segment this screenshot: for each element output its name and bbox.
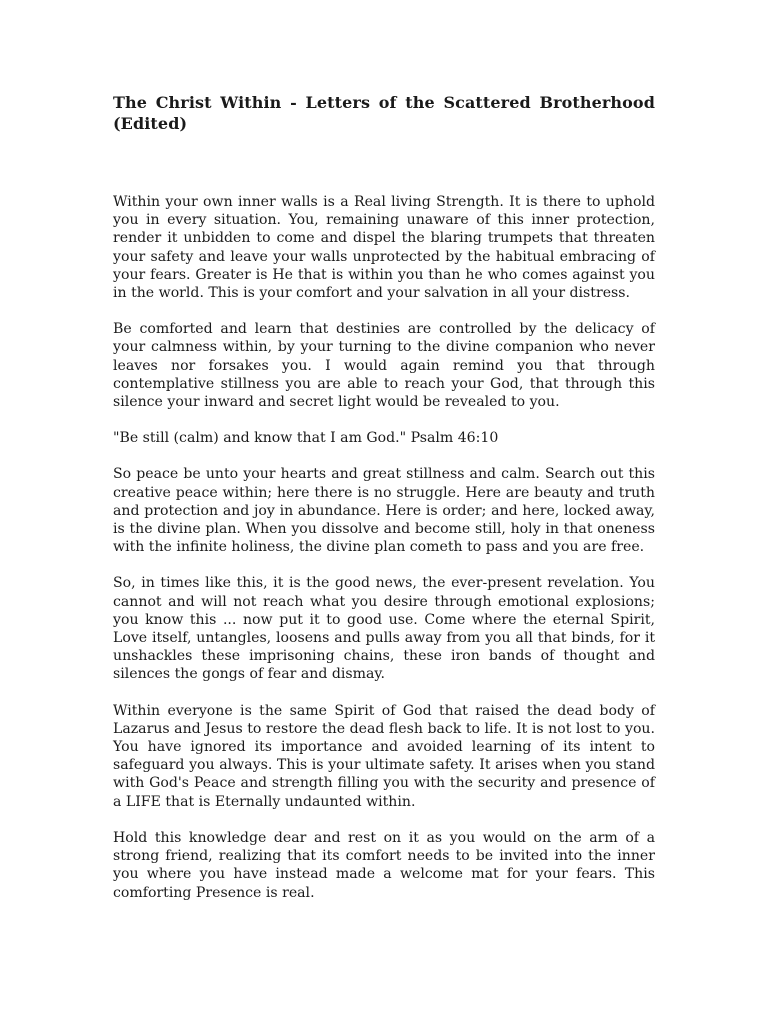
paragraph-5: So, in times like this, it is the good news, the ever-present revelation. You cannot and will not reach what you desire through emotional explosions; you know this ... now put it to good use. Come where the eternal Spirit, Love itself, untangles, loosens and pulls away from you all that binds, for it unshackles these imprisoning chains, these iron bands of thought and silences the gongs of fear and dismay. <box>113 575 655 683</box>
paragraph-4: So peace be unto your hearts and great stillness and calm. Search out this creative peace within; here there is no struggle. Here are beauty and truth and protection and joy in abundance. Here is order; and here, locked away, is the divine plan. When you dissolve and become still, holy in that oneness with the infinite holiness, the divine plan cometh to pass and you are free. <box>113 466 655 556</box>
paragraph-7: Hold this knowledge dear and rest on it as you would on the arm of a strong friend, realizing that its comfort needs to be invited into the inner you where you have instead made a welcome mat for your fears. This comforting Presence is real. <box>113 829 655 901</box>
paragraph-6: Within everyone is the same Spirit of God that raised the dead body of Lazarus and Jesus to restore the dead flesh back to life. It is not lost to you. You have ignored its importance and avoided learning of its intent to safeguard you always. This is your ultimate safety. It arises when you stand with God's Peace and strength filling you with the security and presence of a LIFE that is Eternally undaunted within. <box>113 702 655 810</box>
document-page <box>113 92 655 920</box>
document-title: The Christ Within - Letters of the Scattered Brotherhood (Edited) <box>113 93 655 133</box>
scripture-quote: "Be still (calm) and know that I am God." Psalm 46:10 <box>113 430 499 447</box>
paragraph-2: Be comforted and learn that destinies are controlled by the delicacy of your calmness within, by your turning to the divine companion who never leaves nor forsakes you. I would again remind you that through contemplative stillness you are able to reach your God, that through this silence your inward and secret light would be revealed to you. <box>113 321 655 411</box>
paragraph-1: Within your own inner walls is a Real living Strength. It is there to uphold you in every situation. You, remaining unaware of this inner protection, render it unbidden to come and dispel the blaring trumpets that threaten your safety and leave your walls unprotected by the habitual embracing of your fears. Greater is He that is within you than he who comes against you in the world. This is your comfort and your salvation in all your distress. <box>113 194 655 302</box>
